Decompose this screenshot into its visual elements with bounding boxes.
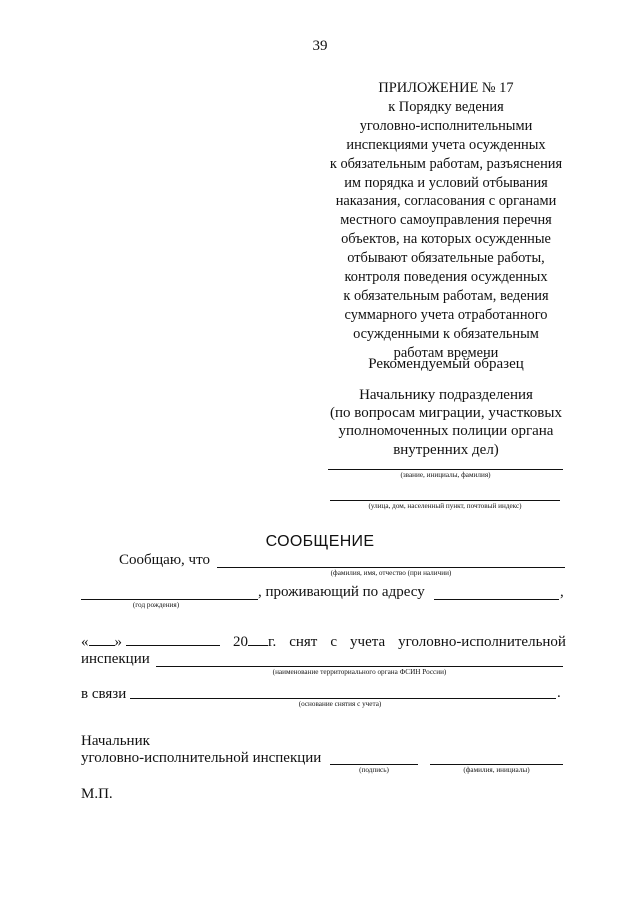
year-blank[interactable] bbox=[248, 632, 268, 646]
addressee-line: Начальнику подразделения bbox=[359, 387, 533, 403]
appendix-line: отбывают обязательные работы, bbox=[347, 250, 545, 267]
rank-name-line[interactable] bbox=[328, 469, 563, 470]
page-number: 39 bbox=[312, 38, 328, 54]
appendix-line: работам времени bbox=[393, 344, 499, 361]
sample-label: Рекомендуемый образец bbox=[368, 356, 524, 372]
removal-date-row bbox=[81, 632, 566, 651]
removed-word: уголовно-исполнительной bbox=[398, 634, 566, 650]
period: . bbox=[557, 685, 561, 701]
name-line[interactable] bbox=[430, 764, 563, 765]
appendix-line: наказания, согласования с органами bbox=[335, 193, 557, 210]
stamp-label: М.П. bbox=[81, 786, 113, 802]
appendix-line: местного самоуправления перечня bbox=[340, 212, 552, 229]
fio-caption: (фамилия, имя, отчество (при наличии) bbox=[330, 569, 452, 577]
quote-close: » bbox=[114, 634, 122, 650]
birth-year-line[interactable] bbox=[81, 599, 258, 600]
report-intro: Сообщаю, что bbox=[119, 552, 210, 568]
territorial-body-caption: (наименование территориального органа ФСИН России) bbox=[272, 668, 447, 676]
month-blank[interactable] bbox=[126, 632, 220, 646]
year-prefix: 20 bbox=[233, 634, 248, 650]
removed-word: с bbox=[330, 634, 338, 650]
rank-name-caption: (звание, инициалы, фамилия) bbox=[400, 471, 491, 479]
comma: , bbox=[560, 584, 564, 600]
signature-line[interactable] bbox=[330, 764, 418, 765]
basis-caption: (основание снятия с учета) bbox=[298, 700, 382, 708]
day-blank[interactable] bbox=[89, 632, 115, 646]
fio-line[interactable] bbox=[217, 567, 565, 568]
address-caption: (улица, дом, населенный пункт, почтовый индекс) bbox=[368, 502, 522, 510]
residence-address-line[interactable] bbox=[434, 599, 559, 600]
appendix-line: уголовно-исполнительными bbox=[359, 117, 533, 134]
appendix-line: инспекциями учета осужденных bbox=[346, 136, 546, 153]
removed-word: снят bbox=[289, 634, 318, 650]
addressee-line: внутренних дел) bbox=[393, 441, 499, 458]
date-group bbox=[81, 632, 220, 651]
signature-caption: (подпись) bbox=[359, 766, 389, 774]
inspection-word: инспекции bbox=[81, 651, 150, 667]
document-title: СООБЩЕНИЕ bbox=[265, 533, 375, 550]
address-line[interactable] bbox=[330, 500, 560, 501]
appendix-line: к обязательным работам, разъяснения bbox=[329, 155, 563, 172]
territorial-body-line[interactable] bbox=[156, 666, 563, 667]
addressee-block bbox=[296, 386, 596, 459]
year-suffix: г. bbox=[268, 634, 277, 650]
appendix-header bbox=[296, 79, 596, 363]
removed-word: учета bbox=[350, 634, 386, 650]
addressee-line: (по вопросам миграции, участковых bbox=[330, 405, 562, 422]
in-connection-label: в связи bbox=[81, 686, 127, 702]
appendix-line: ПРИЛОЖЕНИЕ № 17 bbox=[378, 80, 514, 96]
basis-line[interactable] bbox=[130, 698, 556, 699]
appendix-line: им порядка и условий отбывания bbox=[344, 174, 548, 191]
appendix-line: контроля поведения осужденных bbox=[344, 269, 548, 286]
birth-year-caption: (год рождения) bbox=[132, 601, 180, 609]
residing-text: , проживающий по адресу bbox=[258, 584, 425, 600]
appendix-line: суммарного учета отработанного bbox=[344, 306, 548, 323]
year-group bbox=[233, 632, 276, 651]
name-caption: (фамилия, инициалы) bbox=[463, 766, 530, 774]
appendix-line: к Порядку ведения bbox=[388, 98, 504, 115]
addressee-line: уполномоченных полиции органа bbox=[338, 423, 554, 440]
appendix-line: объектов, на которых осужденные bbox=[341, 231, 551, 248]
inspection-label: уголовно-исполнительной инспекции bbox=[81, 750, 322, 766]
appendix-line: осужденными к обязательным bbox=[353, 325, 539, 342]
appendix-line: к обязательным работам, ведения bbox=[343, 287, 549, 304]
head-label: Начальник bbox=[81, 733, 150, 749]
quote-open: « bbox=[81, 634, 89, 650]
